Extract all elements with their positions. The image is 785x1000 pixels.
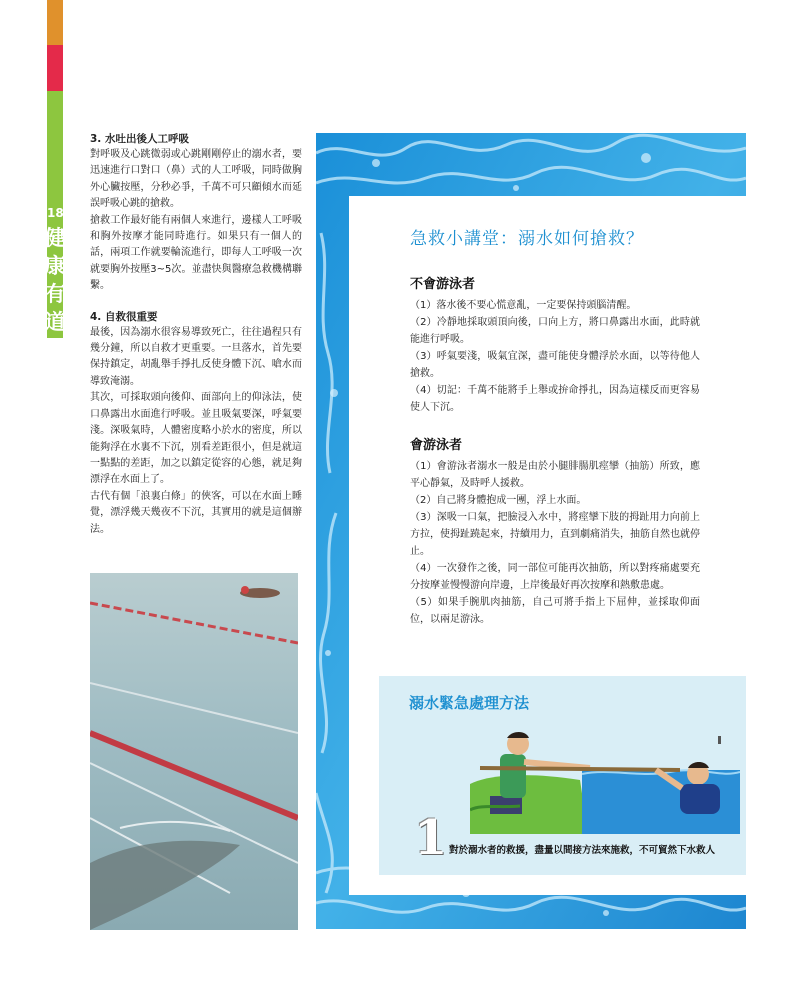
swimmer-heading: 會游泳者 — [410, 438, 463, 453]
list-item: （4）一次發作之後，同一部位可能再次抽筋，所以對疼痛處要充分按摩並慢慢游向岸邊，上岸後最好再次按摩和熱敷患處。 — [410, 563, 700, 591]
emergency-title: 溺水緊急處理方法 — [409, 694, 530, 712]
page-number: 18 — [47, 206, 64, 220]
non-swimmer-list — [410, 297, 700, 416]
left-text-column — [90, 131, 302, 538]
section-title-char: 有 — [44, 281, 66, 306]
section-title-vertical — [44, 224, 66, 336]
panel-title: 急救小講堂：溺水如何搶救？ — [410, 229, 644, 249]
color-strip-green — [47, 91, 63, 135]
section4-paragraph: 其次，可採取頭向後仰、面部向上的仰泳法，使口鼻露出水面進行呼吸。並且吸氣要深，呼氣要淺。深吸氣時，人體密度略小於水的密度，所以能夠浮在水裏不下沉，別看差距很小，但是就這一點點的差距，加之以鎮定從容的心態，就足夠漂浮在水面上了。 — [90, 392, 302, 486]
list-item: （3）呼氣要淺，吸氣宜深，盡可能使身體浮於水面，以等待他人搶救。 — [410, 351, 700, 379]
swimmer-list — [410, 458, 700, 628]
section-title-char: 健 — [44, 225, 66, 250]
rescue-illustration — [470, 724, 740, 834]
list-item: （5）如果手腕肌肉抽筋，自己可將手指上下屈伸，並採取仰面位，以兩足游泳。 — [410, 597, 700, 625]
list-item: （1）落水後不要心慌意亂，一定要保持頭腦清醒。 — [410, 300, 637, 311]
swimming-pool-photo — [90, 573, 298, 930]
section-title-char: 康 — [44, 253, 66, 278]
section3-heading: 3. 水吐出後人工呼吸 — [90, 133, 189, 145]
list-item: （4）切記：千萬不能將手上舉或拚命掙扎，因為這樣反而更容易使人下沉。 — [410, 385, 700, 413]
section4-paragraph: 最後，因為溺水很容易導致死亡，往往過程只有幾分鐘，所以自救才更重要。一旦落水，首先要保持鎮定，胡亂舉手掙扎反使身體下沉、嗆水而導致淹溺。 — [90, 326, 302, 387]
section4-heading: 4. 自救很重要 — [90, 310, 158, 323]
section3-paragraph: 對呼吸及心跳微弱或心跳剛剛停止的溺水者，要迅速進行口對口（鼻）式的人工呼吸，同時做胸外心臟按壓，分秒必爭，千萬不可只顧傾水而延誤呼吸心跳的搶救。 — [90, 149, 302, 210]
list-item: （2）冷靜地採取頭頂向後，口向上方，將口鼻露出水面，此時就能進行呼吸。 — [410, 317, 700, 345]
step-caption: 對於溺水者的救援，盡量以間接方法來施救，不可貿然下水救人 — [449, 845, 716, 856]
step-number: 1 — [414, 810, 448, 866]
color-strip-orange — [47, 0, 63, 45]
list-item: （1）會游泳者溺水一般是由於小腿腓腸肌痙攣（抽筋）所致，應平心靜氣，及時呼人援救。 — [410, 461, 700, 489]
color-strip-red — [47, 45, 63, 91]
list-item: （3）深吸一口氣，把臉浸入水中，將痙攣下肢的拇趾用力向前上方拉，使拇趾蹺起來，持續用力，直到劇痛消失，抽筋自然也就停止。 — [410, 512, 700, 557]
section3-paragraph: 搶救工作最好能有兩個人來進行，邊樣人工呼吸和胸外按摩才能同時進行。如果只有一個人的話，兩項工作就要輪流進行，即每人工呼吸一次就要胸外按壓3~5次。並盡快與醫療急救機構聯繫。 — [90, 214, 302, 292]
section4-paragraph: 古代有個「浪裏白條」的俠客，可以在水面上睡覺，漂浮幾天幾夜不下沉，其實用的就是這個辦法。 — [90, 490, 302, 535]
list-item: （2）自己將身體抱成一團，浮上水面。 — [410, 495, 587, 506]
section-title-char: 道 — [44, 309, 66, 334]
non-swimmer-heading: 不會游泳者 — [410, 277, 476, 292]
